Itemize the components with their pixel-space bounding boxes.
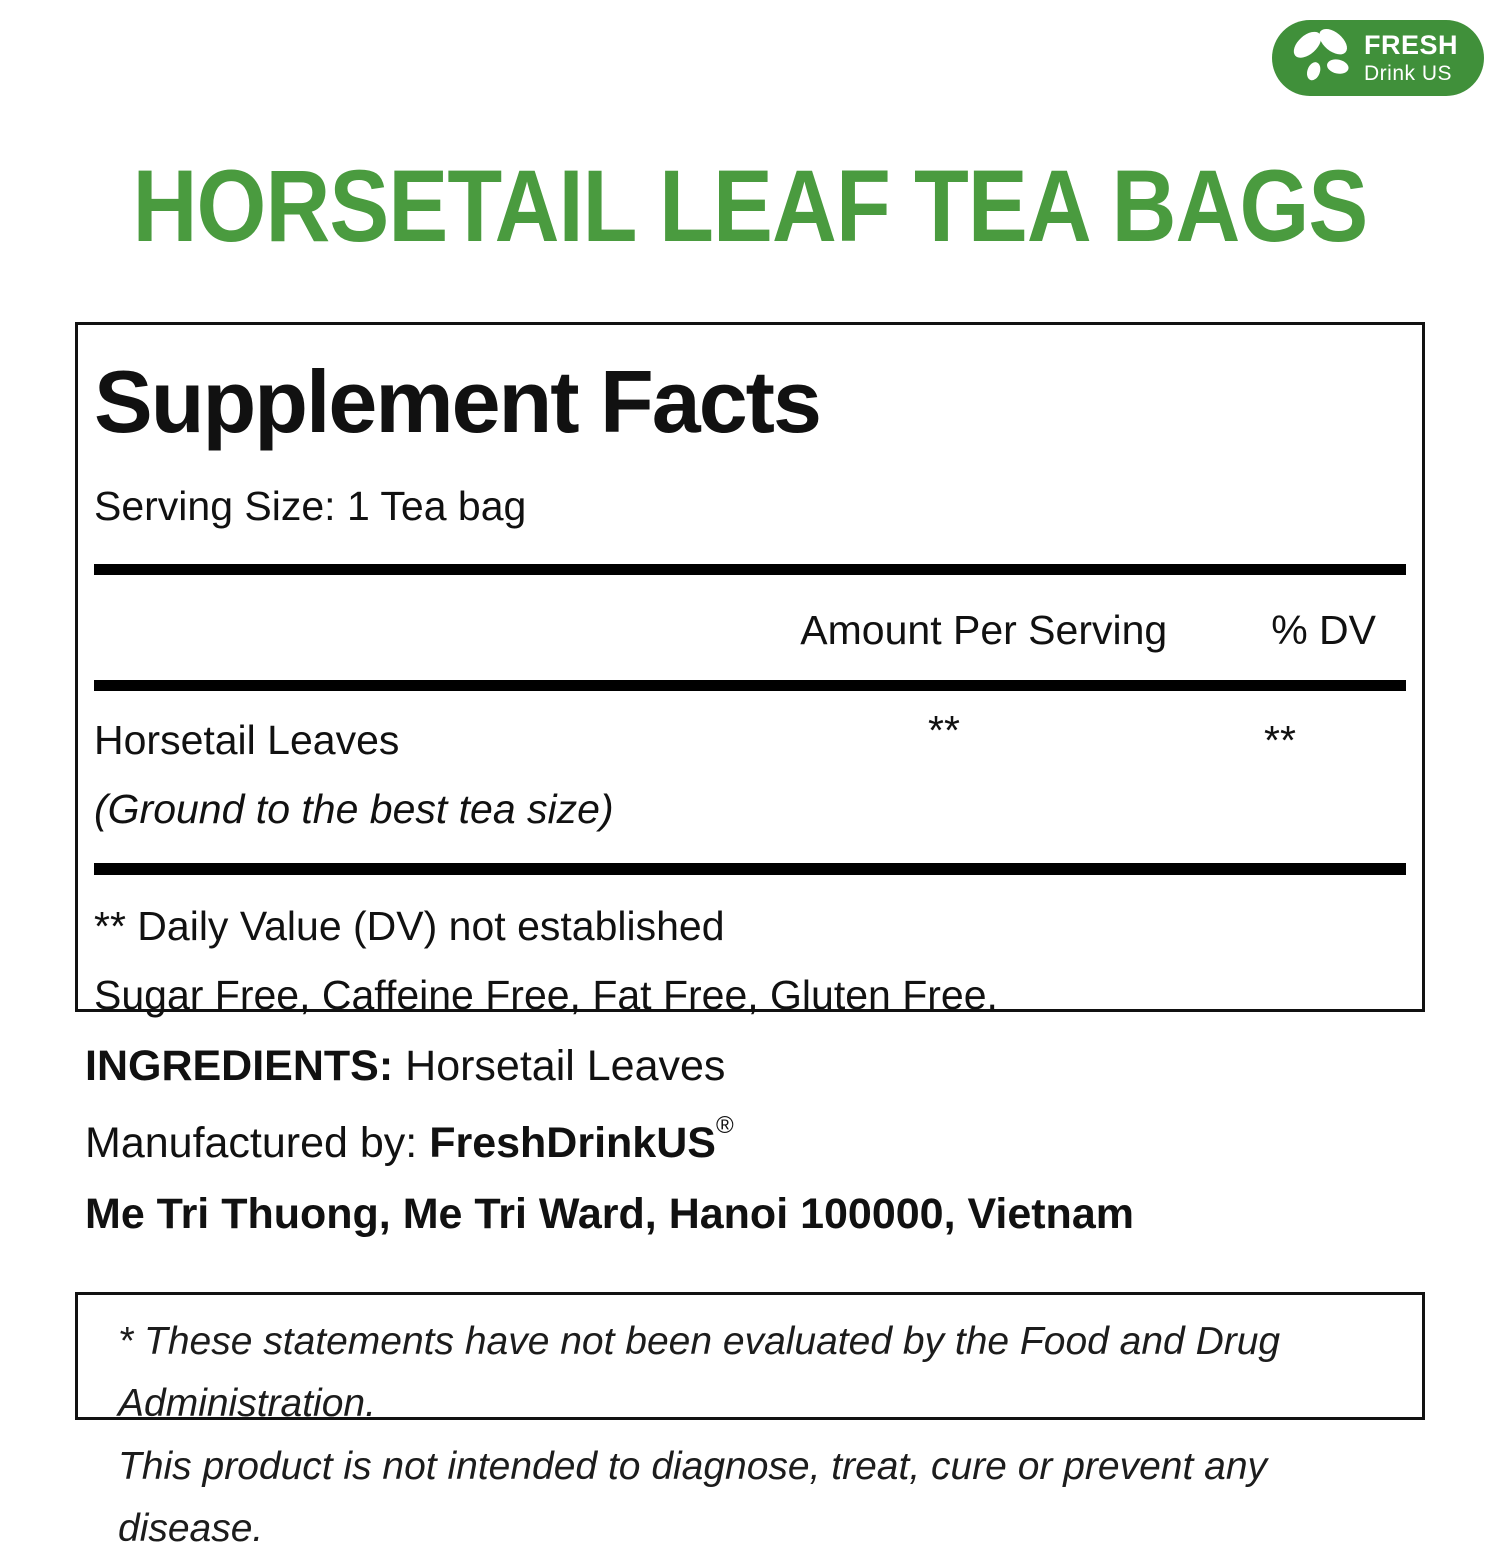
divider-thick (94, 680, 1406, 691)
disclaimer-line-2: This product is not intended to diagnose, treat, cure or prevent any disease. (118, 1444, 1268, 1551)
ingredient-note: (Ground to the best tea size) (94, 786, 614, 832)
brand-logo (1272, 20, 1484, 96)
column-header-dv: % DV (1271, 607, 1376, 653)
column-header-amount: Amount Per Serving (800, 607, 1168, 653)
leaf-cluster-icon (1284, 23, 1362, 93)
footnote-dv: ** Daily Value (DV) not established (94, 903, 725, 949)
brand-name (1364, 32, 1458, 84)
ingredient-name: Horsetail Leaves (94, 717, 400, 763)
registered-trademark-icon: ® (715, 1112, 734, 1139)
ingredients-value: Horsetail Leaves (405, 1042, 726, 1090)
ingredients-label: INGREDIENTS: (85, 1042, 394, 1090)
fda-disclaimer-box (75, 1292, 1425, 1551)
manufacturer-address: Me Tri Thuong, Me Tri Ward, Hanoi 100000, Vietnam (85, 1190, 1134, 1238)
supplement-facts-heading: Supplement Facts (94, 352, 820, 451)
supplement-facts-panel (75, 322, 1425, 1018)
table-header-row (94, 607, 1406, 654)
disclaimer-line-1: * These statements have not been evaluated by the Food and Drug Administration. (118, 1320, 1281, 1426)
ingredients-line (85, 1042, 725, 1091)
serving-size: Serving Size: 1 Tea bag (94, 483, 527, 529)
product-title: HORSETAIL LEAF TEA BAGS (132, 149, 1368, 263)
ingredient-dv: ** (1264, 717, 1296, 763)
divider-thick (94, 564, 1406, 575)
divider-thick (94, 863, 1406, 875)
manufactured-label: Manufactured by: (85, 1119, 418, 1167)
manufactured-line (85, 1112, 734, 1168)
ingredient-amount: ** (928, 707, 960, 753)
table-row (94, 707, 1406, 764)
manufacturer-name: FreshDrinkUS (429, 1119, 716, 1167)
brand-name-top: FRESH (1364, 30, 1459, 60)
brand-name-bottom: Drink US (1364, 62, 1453, 85)
footnote-free: Sugar Free, Caffeine Free, Fat Free, Gluten Free. (94, 972, 998, 1018)
